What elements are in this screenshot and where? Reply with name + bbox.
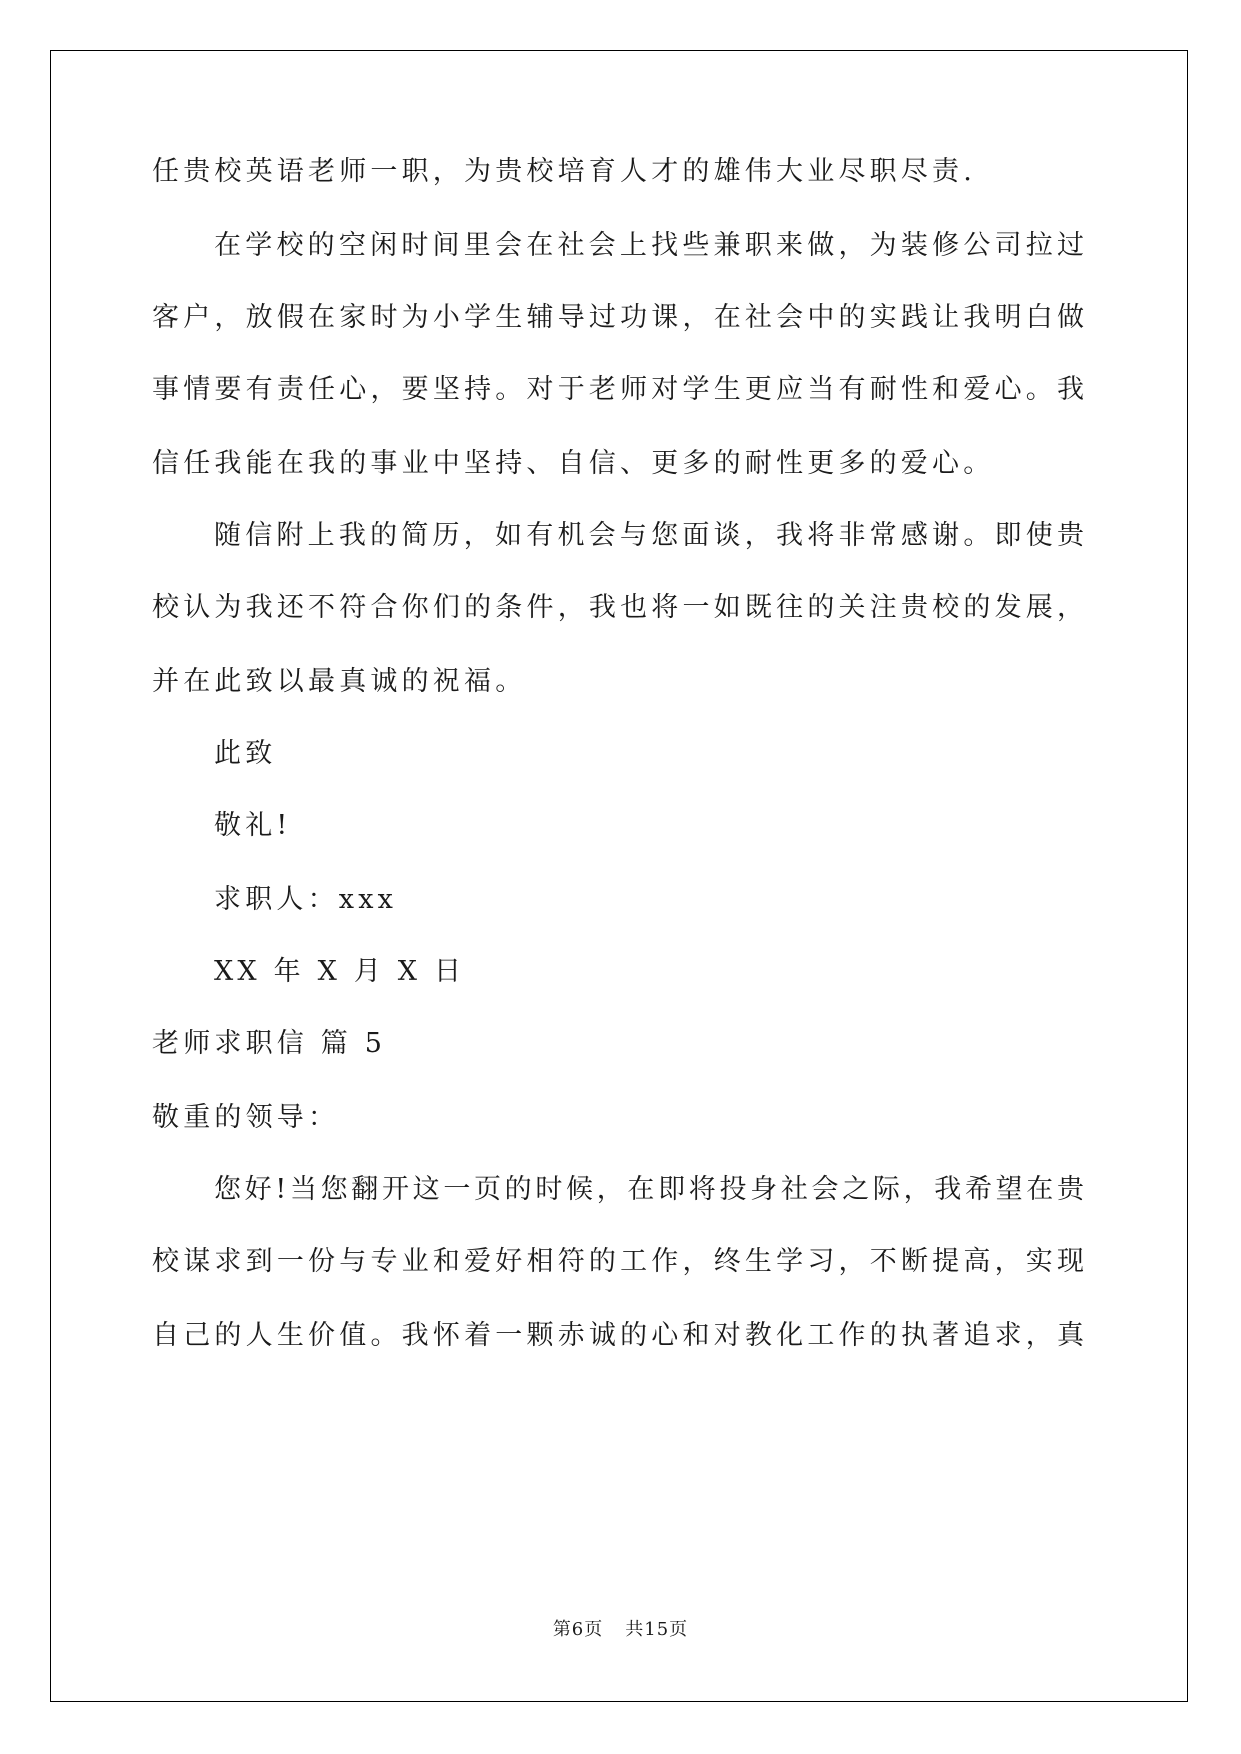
closing-line: 敬礼! [214,810,292,841]
signature-line: 求职人：xxx [214,884,398,915]
date-line: XX 年 X 月 X 日 [214,956,466,987]
body-line: 校谋求到一份与专业和爱好相符的工作，终生学习，不断提高，实现 [152,1246,1084,1277]
body-line: 客户，放假在家时为小学生辅导过功课，在社会中的实践让我明白做 [152,302,1084,333]
page-number: 第6页 [552,1619,604,1640]
closing-line: 此致 [214,738,277,769]
body-line: 事情要有责任心，要坚持。对于老师对学生更应当有耐性和爱心。我 [152,374,1084,405]
body-line: 并在此致以最真诚的祝福。 [152,666,527,697]
body-line: 校认为我还不符合你们的条件，我也将一如既往的关注贵校的发展， [152,592,1084,623]
body-line: 信任我能在我的事业中坚持、自信、更多的耐性更多的爱心。 [152,448,995,479]
page-footer [0,1618,1241,1642]
page-total: 共15页 [625,1619,689,1640]
body-line: 任贵校英语老师一职，为贵校培育人才的雄伟大业尽职尽责. [152,156,976,187]
section-heading: 老师求职信 篇 5 [152,1028,387,1059]
body-line: 您好!当您翻开这一页的时候，在即将投身社会之际，我希望在贵 [214,1174,1084,1205]
salutation: 敬重的领导： [152,1102,340,1133]
body-line: 在学校的空闲时间里会在社会上找些兼职来做，为装修公司拉过 [214,230,1084,261]
page-border [50,50,1188,1702]
body-line: 自己的人生价值。我怀着一颗赤诚的心和对教化工作的执著追求，真 [152,1320,1084,1351]
body-line: 随信附上我的简历，如有机会与您面谈，我将非常感谢。即使贵 [214,520,1084,551]
